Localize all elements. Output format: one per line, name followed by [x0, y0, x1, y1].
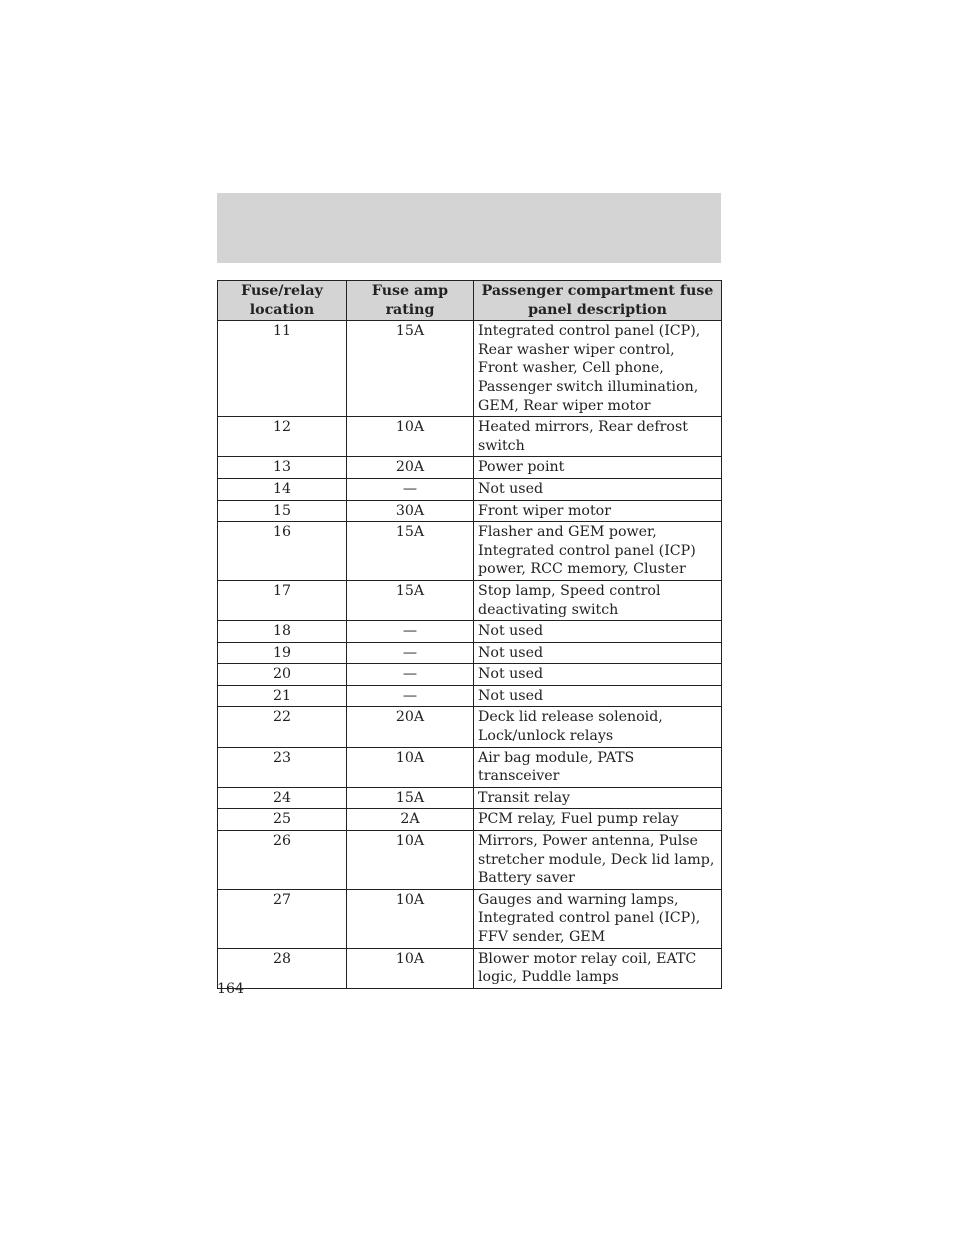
cell-rating: 10A: [347, 417, 474, 457]
section-header-band: [217, 193, 721, 263]
cell-rating: 10A: [347, 831, 474, 890]
cell-rating: —: [347, 478, 474, 500]
table-row: [218, 500, 722, 522]
cell-description: Power point: [474, 457, 722, 479]
cell-description: Integrated control panel (ICP), Rear washer wiper control, Front washer, Cell phone, Passenger switch illumination, GEM, Rear wiper motor: [474, 321, 722, 417]
cell-description: Not used: [474, 642, 722, 664]
header-location: Fuse/relay location: [218, 281, 347, 321]
cell-location: 28: [218, 948, 347, 988]
cell-location: 11: [218, 321, 347, 417]
cell-rating: 10A: [347, 889, 474, 948]
table-row: [218, 478, 722, 500]
cell-description: PCM relay, Fuel pump relay: [474, 809, 722, 831]
cell-description: Stop lamp, Speed control deactivating switch: [474, 580, 722, 620]
cell-location: 24: [218, 787, 347, 809]
cell-location: 16: [218, 522, 347, 581]
table-row: [218, 948, 722, 988]
cell-location: 21: [218, 685, 347, 707]
cell-description: Not used: [474, 478, 722, 500]
cell-rating: 20A: [347, 707, 474, 747]
cell-rating: —: [347, 685, 474, 707]
table-row: [218, 417, 722, 457]
cell-description: Blower motor relay coil, EATC logic, Puddle lamps: [474, 948, 722, 988]
cell-location: 18: [218, 621, 347, 643]
cell-location: 14: [218, 478, 347, 500]
cell-rating: 2A: [347, 809, 474, 831]
table-row: [218, 685, 722, 707]
table-row: [218, 809, 722, 831]
cell-rating: —: [347, 642, 474, 664]
cell-location: 15: [218, 500, 347, 522]
cell-location: 13: [218, 457, 347, 479]
cell-rating: 10A: [347, 948, 474, 988]
cell-description: Transit relay: [474, 787, 722, 809]
cell-rating: 30A: [347, 500, 474, 522]
cell-rating: —: [347, 621, 474, 643]
header-description: Passenger compartment fuse panel description: [474, 281, 722, 321]
cell-location: 25: [218, 809, 347, 831]
cell-rating: —: [347, 664, 474, 686]
fuse-table: [217, 280, 722, 989]
cell-rating: 20A: [347, 457, 474, 479]
cell-rating: 15A: [347, 787, 474, 809]
header-row: [218, 281, 722, 321]
cell-rating: 15A: [347, 321, 474, 417]
cell-description: Deck lid release solenoid, Lock/unlock relays: [474, 707, 722, 747]
cell-description: Not used: [474, 664, 722, 686]
table-row: [218, 831, 722, 890]
table-row: [218, 747, 722, 787]
cell-description: Flasher and GEM power, Integrated control panel (ICP) power, RCC memory, Cluster: [474, 522, 722, 581]
table-row: [218, 889, 722, 948]
cell-rating: 10A: [347, 747, 474, 787]
cell-location: 20: [218, 664, 347, 686]
header-rating: Fuse amp rating: [347, 281, 474, 321]
table-row: [218, 321, 722, 417]
table-body: [218, 321, 722, 989]
cell-description: Air bag module, PATS transceiver: [474, 747, 722, 787]
table-row: [218, 642, 722, 664]
cell-description: Gauges and warning lamps, Integrated control panel (ICP), FFV sender, GEM: [474, 889, 722, 948]
page-number: 164: [217, 981, 245, 997]
table-row: [218, 522, 722, 581]
table-header: [218, 281, 722, 321]
table-row: [218, 580, 722, 620]
cell-description: Not used: [474, 621, 722, 643]
table-row: [218, 621, 722, 643]
cell-location: 12: [218, 417, 347, 457]
cell-location: 26: [218, 831, 347, 890]
cell-description: Heated mirrors, Rear defrost switch: [474, 417, 722, 457]
cell-rating: 15A: [347, 580, 474, 620]
cell-location: 17: [218, 580, 347, 620]
cell-description: Not used: [474, 685, 722, 707]
cell-location: 23: [218, 747, 347, 787]
cell-description: Front wiper motor: [474, 500, 722, 522]
table-row: [218, 787, 722, 809]
table-row: [218, 707, 722, 747]
table-row: [218, 664, 722, 686]
cell-location: 27: [218, 889, 347, 948]
table-row: [218, 457, 722, 479]
cell-description: Mirrors, Power antenna, Pulse stretcher module, Deck lid lamp, Battery saver: [474, 831, 722, 890]
cell-rating: 15A: [347, 522, 474, 581]
cell-location: 22: [218, 707, 347, 747]
cell-location: 19: [218, 642, 347, 664]
